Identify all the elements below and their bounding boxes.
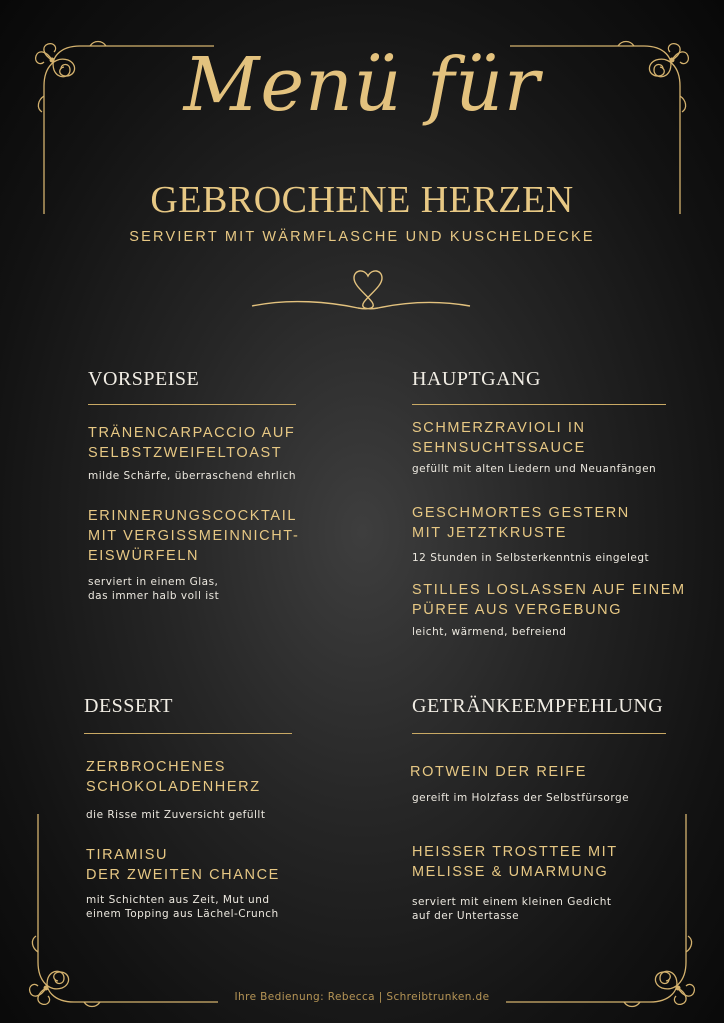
- heart-flourish-icon: [250, 268, 472, 320]
- footer-credit: Ihre Bedienung: Rebecca | Schreibtrunken.de: [234, 991, 490, 1003]
- dish-description: serviert mit einem kleinen Gedicht auf der Untertasse: [412, 896, 612, 922]
- dish-name: TRÄNENCARPACCIO AUF SELBSTZWEIFELTOAST: [88, 425, 296, 461]
- section-heading-hauptgang: HAUPTGANG: [412, 368, 541, 390]
- dish-name: SCHMERZRAVIOLI IN SEHNSUCHTSSAUCE: [412, 420, 586, 456]
- dish-name: ZERBROCHENES SCHOKOLADENHERZ: [86, 759, 261, 795]
- dish-description: serviert in einem Glas, das immer halb voll ist: [88, 576, 220, 602]
- dish-name: HEISSER TROSTTEE MIT MELISSE & UMARMUNG: [412, 844, 618, 880]
- dish-name: ROTWEIN DER REIFE: [410, 764, 588, 780]
- main-title: GEBROCHENE HERZEN: [150, 179, 574, 221]
- section-heading-vorspeise: VORSPEISE: [88, 368, 200, 390]
- script-title: Menü für: [183, 42, 541, 128]
- subtitle: SERVIERT MIT WÄRMFLASCHE UND KUSCHELDECKE: [129, 229, 595, 245]
- dish-description: milde Schärfe, überraschend ehrlich: [88, 470, 297, 482]
- section-heading-getraenke: GETRÄNKEEMPFEHLUNG: [412, 695, 664, 717]
- dish-name: STILLES LOSLASSEN AUF EINEM PÜREE AUS VERGEBUNG: [412, 582, 686, 618]
- dish-name: TIRAMISU DER ZWEITEN CHANCE: [86, 847, 280, 883]
- divider: [412, 733, 666, 734]
- dish-description: gefüllt mit alten Liedern und Neuanfängen: [412, 463, 657, 475]
- dish-description: gereift im Holzfass der Selbstfürsorge: [412, 792, 630, 804]
- section-heading-dessert: DESSERT: [84, 695, 173, 717]
- dish-description: leicht, wärmend, befreiend: [412, 626, 567, 638]
- dish-description: die Risse mit Zuversicht gefüllt: [86, 809, 266, 821]
- divider: [412, 404, 666, 405]
- dish-name: ERINNERUNGSCOCKTAIL MIT VERGISSMEINNICHT- EISWÜRFELN: [88, 508, 300, 564]
- divider: [84, 733, 292, 734]
- dish-name: GESCHMORTES GESTERN MIT JETZTKRUSTE: [412, 505, 630, 541]
- dish-description: mit Schichten aus Zeit, Mut und einem Topping aus Lächel-Crunch: [86, 894, 279, 920]
- divider: [88, 404, 296, 405]
- dish-description: 12 Stunden in Selbsterkenntnis eingelegt: [412, 552, 650, 564]
